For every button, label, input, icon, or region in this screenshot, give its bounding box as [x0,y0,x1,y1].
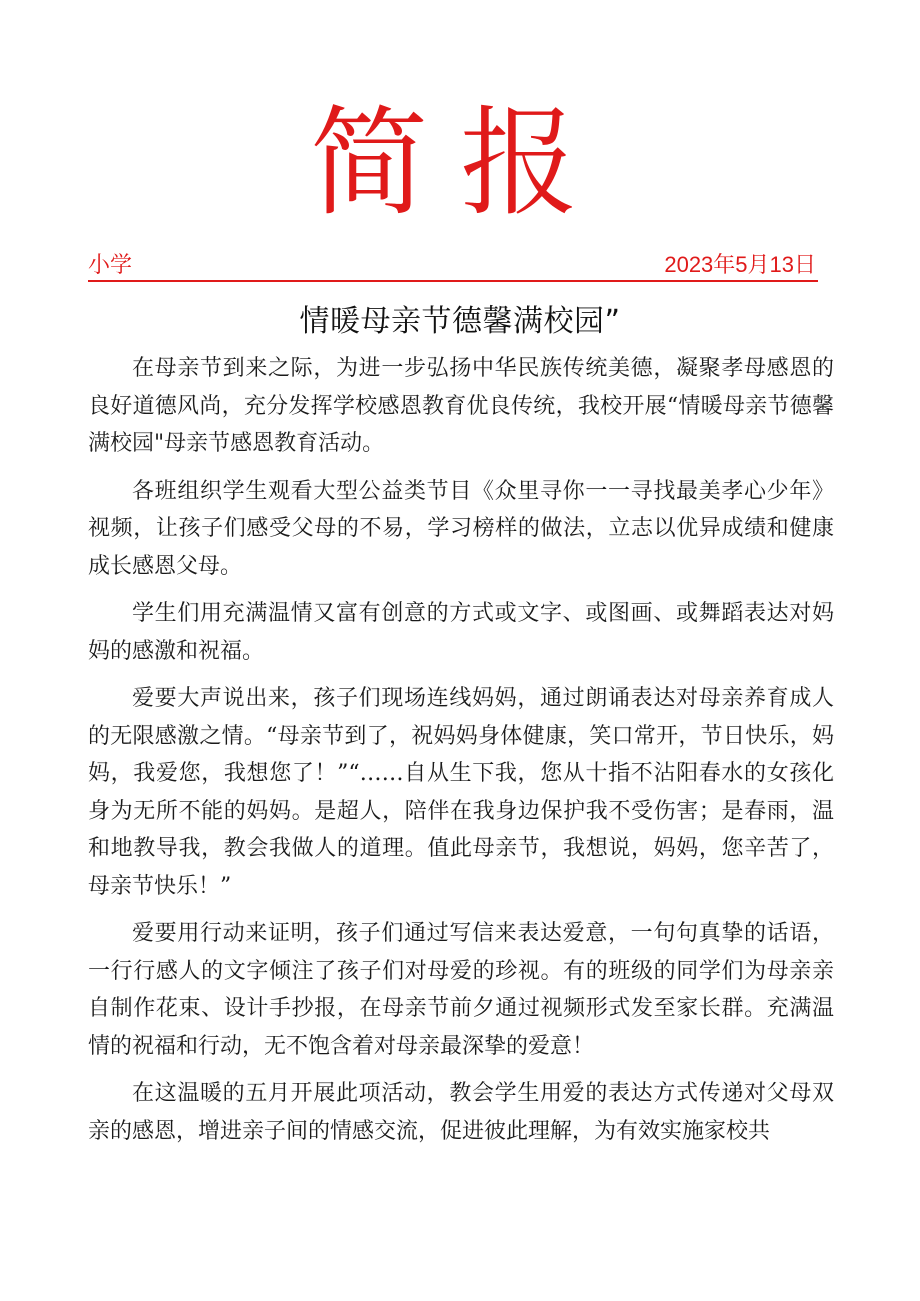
paragraph: 学生们用充满温情又富有创意的方式或文字、或图画、或舞蹈表达对妈妈的感激和祝福。 [88,601,834,664]
article-title: 情暖母亲节德馨满校园” [299,304,621,339]
masthead-title: 简报 [309,94,610,232]
paragraph: 爱要大声说出来，孩子们现场连线妈妈，通过朗诵表达对母亲养育成人的无限感激之情。“母亲节到了，祝妈妈身体健康，笑口常开，节日快乐，妈妈，我爱您，我想您了！”“……自从生下我，您从十指不沾阳春水的女孩化身为无所不能的妈妈。是超人，陪伴在我身边保护我不受伤害；是春雨，温和地教导我，教会我做人的道理。值此母亲节，我想说，妈妈，您辛苦了，母亲节快乐！” [88,686,834,899]
paragraph: 爱要用行动来证明，孩子们通过写信来表达爱意，一句句真挚的话语，一行行感人的文字倾注了孩子们对母爱的珍视。有的班级的同学们为母亲亲自制作花束、设计手抄报，在母亲节前夕通过视频形式发至家长群。充满温情的祝福和行动，无不饱含着对母亲最深挚的爱意！ [88,921,834,1059]
paragraph: 在这温暖的五月开展此项活动，教会学生用爱的表达方式传递对父母双亲的感恩，增进亲子间的情感交流，促进彼此理解，为有效实施家校共 [88,1081,834,1144]
school-name: 小学 [88,252,133,277]
header-date-line [88,250,818,282]
issue-date: 2023年5月13日 [664,252,816,277]
paragraph: 在母亲节到来之际，为进一步弘扬中华民族传统美德，凝聚孝母感恩的良好道德风尚，充分发挥学校感恩教育优良传统，我校开展“情暖母亲节德馨满校园"母亲节感恩教育活动。 [88,356,834,456]
paragraph: 各班组织学生观看大型公益类节目《众里寻你一一寻找最美孝心少年》视频，让孩子们感受父母的不易，学习榜样的做法，立志以优异成绩和健康成长感恩父母。 [88,478,834,579]
article-body [88,350,834,1160]
